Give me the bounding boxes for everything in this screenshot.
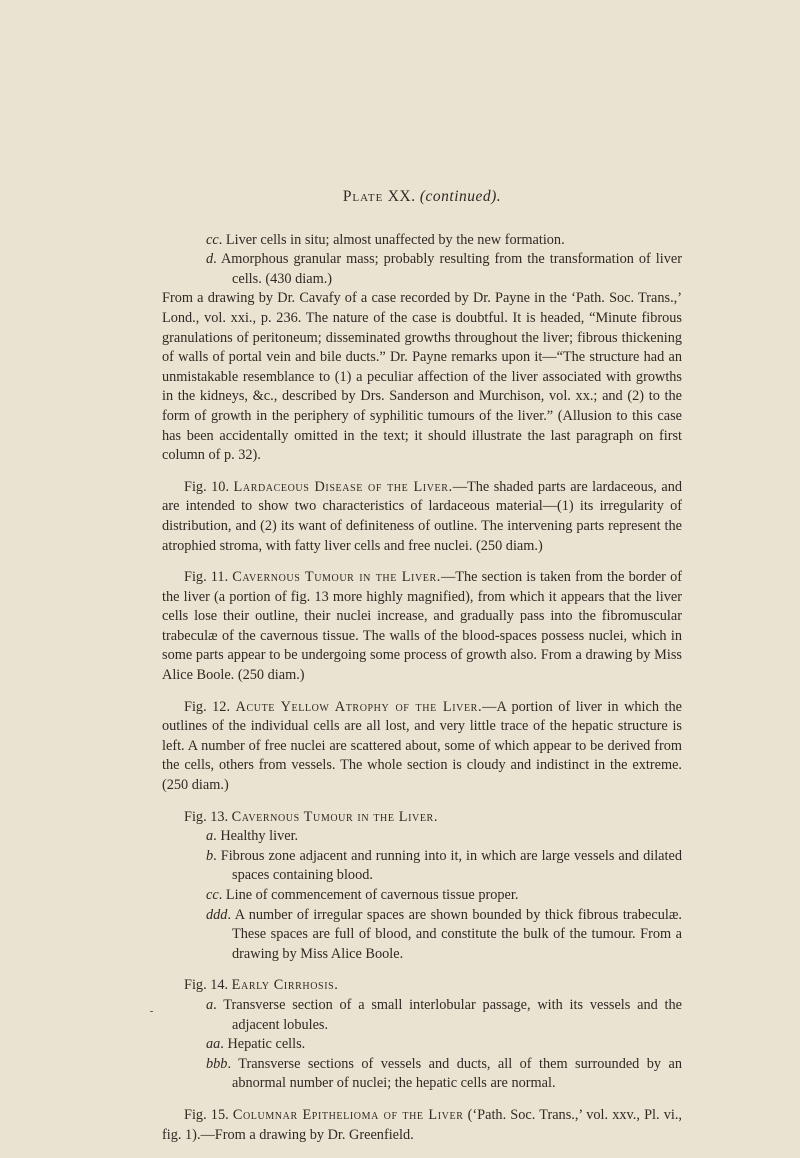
item-label: a . — [206, 828, 220, 844]
figure-13-item — [162, 827, 682, 847]
item-text: Line of commencement of cavernous tissue proper. — [225, 887, 519, 903]
figure-13-item — [162, 906, 682, 965]
figure-body: (‘Path. Soc. Trans.,’ vol. xxv., Pl. vi., fig. 1).—From a drawing by Dr. Greenfield. — [162, 1106, 682, 1143]
plate-title-main: Plate — [342, 188, 384, 205]
item-label: bbb . — [206, 1056, 238, 1072]
figure-14-caption — [162, 976, 682, 996]
item-label: ddd . — [206, 907, 235, 923]
item-text: A number of irregular spaces are shown bounded by thick fibrous trabeculæ. These spaces are full of blood, and constitute the bulk of the tumour. From a drawing by Miss Alice Boole. — [232, 906, 682, 962]
figure-14-item — [162, 1035, 682, 1055]
figure-14-item — [162, 1055, 682, 1094]
figure-13-caption — [162, 808, 682, 828]
plate-title — [162, 187, 682, 207]
figure-number: Fig. 15. — [184, 1106, 229, 1123]
figure-number: Fig. 10. — [184, 478, 230, 495]
item-label: cc . — [206, 232, 226, 248]
figure-heading: Cavernous Tumour in the Liver. — [232, 569, 441, 586]
figure-heading: Lardaceous Disease of the Liver. — [233, 478, 453, 495]
plate-description — [162, 187, 682, 1145]
item-text: Fibrous zone adjacent and running into it, in which are large vessels and dilated spaces containing blood. — [220, 847, 682, 884]
item-text: Hepatic cells. — [227, 1036, 306, 1053]
figure-body: —The shaded parts are lardaceous, and are intended to show two characteristics of lardaceous material—(1) its irregularity of distribution, and (2) its want of definiteness of outline. The intervening parts represent the atrophied stroma, with fatty liver cells and free nuclei. (250 diam.) — [162, 478, 683, 554]
figure-heading: Columnar Epithelioma of the Liver — [232, 1106, 464, 1123]
figure-13-item — [162, 886, 682, 906]
figure-number: Fig. 13. — [184, 808, 229, 825]
item-text: Transverse sections of vessels and ducts, all of them surrounded by an abnormal number of nuclei; the hepatic cells are normal. — [232, 1055, 682, 1092]
figure-body: —The section is taken from the border of the liver (a portion of fig. 13 more highly magnified), from which it appears that the liver cells lose their outline, their nuclei increase, and gradually pass into the fibromuscular trabeculæ of the cavernous tissue. The walls of the blood-spaces possess nuclei, which in some parts appear to be undergoing some process of growth also. From a drawing by Miss Alice Boole. (250 diam.) — [162, 569, 682, 684]
item-text: Liver cells in situ; almost unaffected by the new formation. — [225, 231, 565, 248]
figure-heading: Early Cirrhosis. — [231, 977, 339, 994]
plate-title-continued: (continued). — [419, 188, 502, 205]
item-label: b . — [206, 848, 221, 864]
item-label: d . — [206, 251, 221, 267]
intro-item — [162, 231, 682, 251]
figure-13-item — [162, 847, 682, 886]
figure-heading: Cavernous Tumour in the Liver. — [231, 808, 438, 825]
figure-number: Fig. 12. — [184, 698, 231, 715]
item-text: Transverse section of a small interlobular passage, with its vessels and the adjacent lobules. — [223, 996, 682, 1033]
figure-12-caption — [162, 698, 682, 796]
figure-10-caption — [162, 478, 682, 556]
figure-15-caption — [162, 1106, 682, 1145]
figure-14-item — [162, 996, 682, 1035]
figure-11-caption — [162, 568, 682, 686]
item-label: cc . — [206, 887, 226, 903]
figure-body: —A portion of liver in which the outlines of the individual cells are all lost, and very little trace of the hepatic structure is left. A number of free nuclei are scattered about, some of which appear to be derived from the cells, others from vessels. The whole section is cloudy and indistinct in the extreme. (250 diam.) — [162, 698, 682, 794]
figure-heading: Acute Yellow Atrophy of the Liver. — [235, 698, 483, 715]
page-blemish — [150, 1011, 153, 1012]
item-label: aa . — [206, 1036, 227, 1052]
plate-title-numeral: XX. — [387, 188, 416, 205]
item-text: Healthy liver. — [220, 828, 299, 845]
intro-note: From a drawing by Dr. Cavafy of a case recorded by Dr. Payne in the ‘Path. Soc. Trans.,’ Lond., vol. xxi., p. 236. The nature of the case is doubtful. It is headed, “Minute fibrous granulations of peritoneum; disseminated growths throughout the liver; fibrous thickening of walls of portal vein and bile ducts.” Dr. Payne remarks upon it—“The structure had an unmistakable resemblance to (1) a peculiar affection of the liver associated with growths in the kidneys, &c., described by Drs. Sanderson and Murchison, vol. xx.; and (2) to the form of growth in the periphery of syphilitic tumours of the liver.” (Allusion to this case has been accidentally omitted in the text; it should illustrate the last paragraph on first column of p. 32). — [162, 290, 682, 464]
item-label: a . — [206, 997, 223, 1013]
item-text: Amorphous granular mass; probably resulting from the transformation of liver cells. (430 diam.) — [220, 251, 682, 287]
intro-item — [162, 250, 682, 289]
figure-number: Fig. 14. — [184, 977, 229, 994]
figure-number: Fig. 11. — [184, 569, 229, 586]
